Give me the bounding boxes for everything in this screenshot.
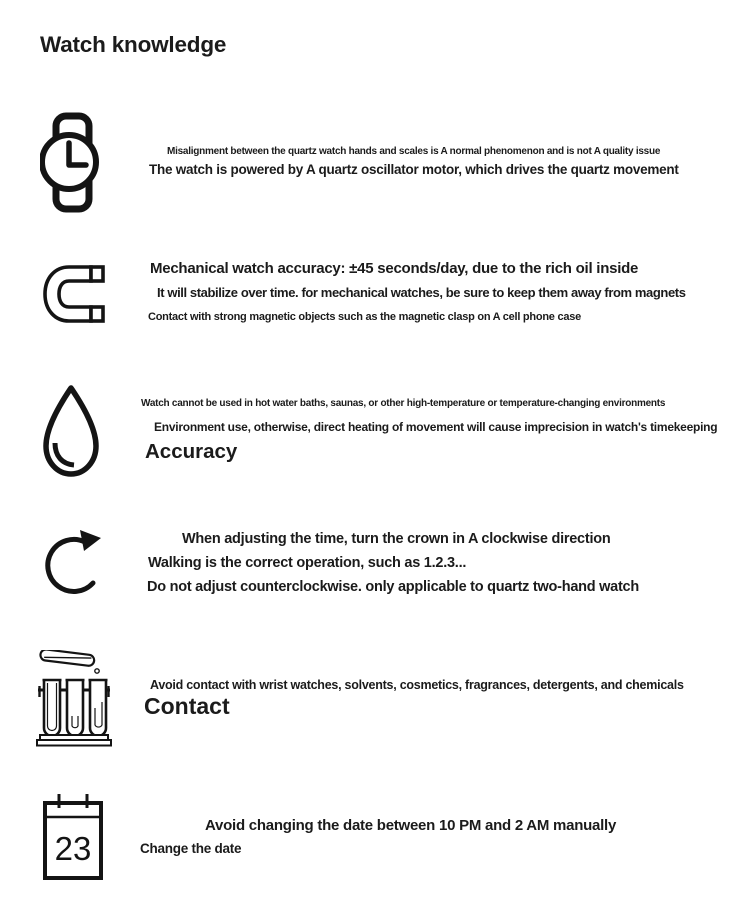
chemical-note-line: Avoid contact with wrist watches, solvents, cosmetics, fragrances, detergents, and chemicals — [150, 678, 684, 692]
calendar-icon — [42, 793, 104, 881]
date-caption-line: Change the date — [140, 841, 242, 856]
magnet-headline: Mechanical watch accuracy: ±45 seconds/day, due to the rich oil inside — [150, 260, 639, 277]
accuracy-heading: Accuracy — [145, 440, 238, 463]
page-title: Watch knowledge — [40, 32, 227, 57]
magnet-sub-line: It will stabilize over time. for mechanical watches, be sure to keep them away from magnets — [157, 285, 686, 300]
temperature-note-line: Watch cannot be used in hot water baths, saunas, or other high-temperature or temperature-changing environments — [141, 398, 666, 409]
temperature-sub-line: Environment use, otherwise, direct heating of movement will cause imprecision in watch's timekeeping — [154, 420, 718, 434]
crown-line-2: Walking is the correct operation, such as 1.2.3... — [148, 555, 467, 571]
quartz-main-line: The watch is powered by A quartz oscillator motor, which drives the quartz movement — [149, 162, 679, 177]
contact-heading: Contact — [144, 693, 230, 719]
date-warning-line: Avoid changing the date between 10 PM and 2 AM manually — [205, 817, 617, 834]
magnet-note-line: Contact with strong magnetic objects such as the magnetic clasp on A cell phone case — [148, 311, 581, 323]
test-tubes-icon — [36, 650, 112, 748]
crown-line-1: When adjusting the time, turn the crown in A clockwise direction — [182, 531, 611, 547]
wrist-watch-icon — [40, 112, 104, 213]
clockwise-arrow-icon — [40, 526, 106, 606]
crown-line-3: Do not adjust counterclockwise. only applicable to quartz two-hand watch — [147, 579, 639, 595]
water-drop-icon — [40, 384, 102, 478]
magnet-icon — [40, 263, 106, 325]
quartz-note-line: Misalignment between the quartz watch hands and scales is A normal phenomenon and is not A quality issue — [167, 146, 661, 157]
calendar-day-number: 23 — [54, 830, 92, 867]
